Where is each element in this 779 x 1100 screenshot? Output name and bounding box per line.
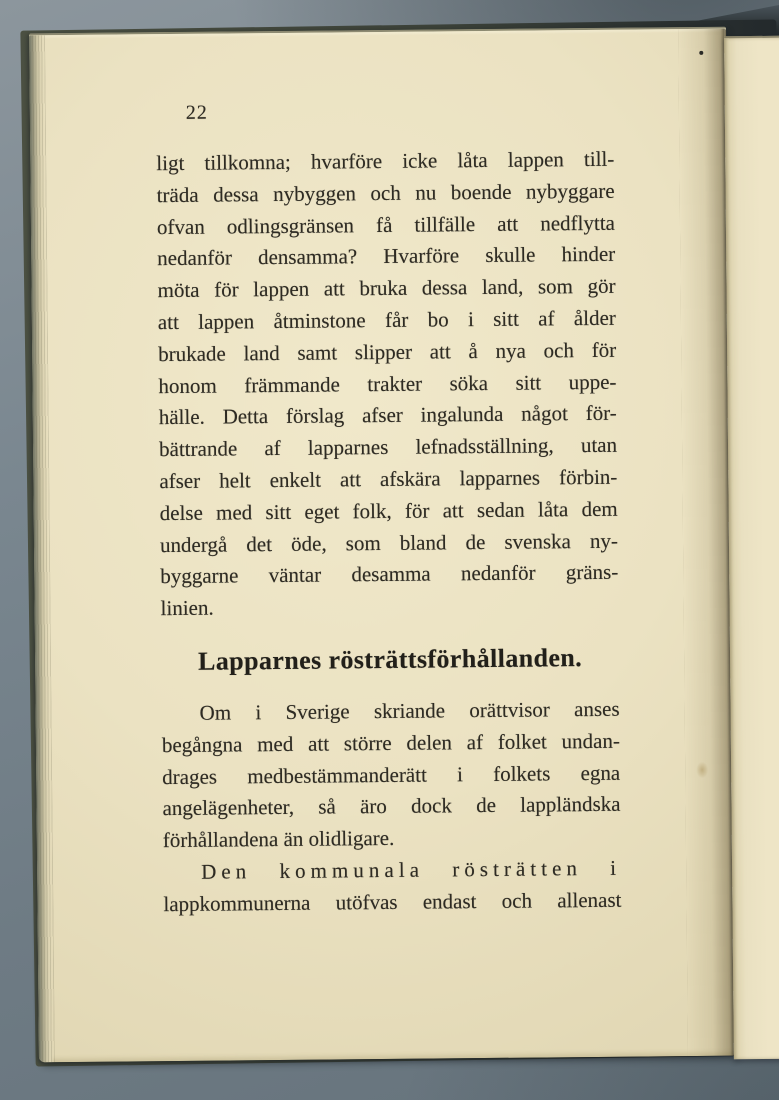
text-line: angelägenheter, så äro dock de lappländska	[162, 792, 621, 821]
text-line: att lappen åtminstone får bo i sitt af ålder	[157, 305, 616, 335]
text-line: brukade land samt slipper att å nya och för	[158, 337, 617, 366]
ink-speck	[699, 51, 703, 55]
text-line: nedanför densamma? Hvarföre skulle hinder	[157, 242, 616, 271]
emphasized-line: Den kommunala rösträtten i	[201, 855, 622, 884]
text-line: bättrande af lapparnes lefnadsställning, utan	[158, 432, 618, 462]
text-line: drages medbestämmanderätt i folkets egna	[162, 760, 621, 789]
text-line: förhållandena än olidligare.	[162, 826, 395, 853]
text-line: möta för lappen att bruka dessa land, som gör	[157, 273, 616, 303]
text-line: byggarne väntar desamma nedanför gräns-	[160, 560, 619, 589]
section-heading: Lapparnes rösträttsförhållanden.	[197, 643, 583, 676]
text-line: träda dessa nybyggen och nu boende nybyggare	[156, 178, 615, 207]
text-line: undergå det öde, som bland de svenska ny-	[159, 528, 619, 557]
page-content	[156, 94, 622, 921]
text-line: lappkommunerna utöfvas endast och allenast	[163, 887, 622, 916]
text-line: afser helt enkelt att afskära lapparnes förbin-	[159, 464, 618, 494]
left-page	[29, 27, 736, 1063]
text-line: ofvan odlingsgränsen få tillfälle att nedflytta	[156, 210, 616, 239]
text-line: linien.	[160, 595, 214, 621]
body-paragraph-3	[163, 853, 622, 921]
text-line: ligt tillkomna; hvarföre icke låta lappen till-	[156, 146, 615, 176]
right-page-sliver	[724, 36, 779, 1060]
body-paragraph-2	[161, 694, 621, 857]
text-line: Om i Sverige skriande orättvisor anses	[199, 696, 620, 725]
text-line: begångna med att större delen af folket undan-	[161, 728, 621, 757]
page-number: 22	[185, 101, 208, 124]
text-line: honom främmande trakter söka sitt uppe-	[158, 369, 617, 398]
text-line: delse med sitt eget folk, för att sedan låta dem	[159, 496, 618, 525]
text-line: hälle. Detta förslag afser ingalunda något för-	[158, 401, 617, 430]
body-paragraph-1	[156, 144, 619, 625]
